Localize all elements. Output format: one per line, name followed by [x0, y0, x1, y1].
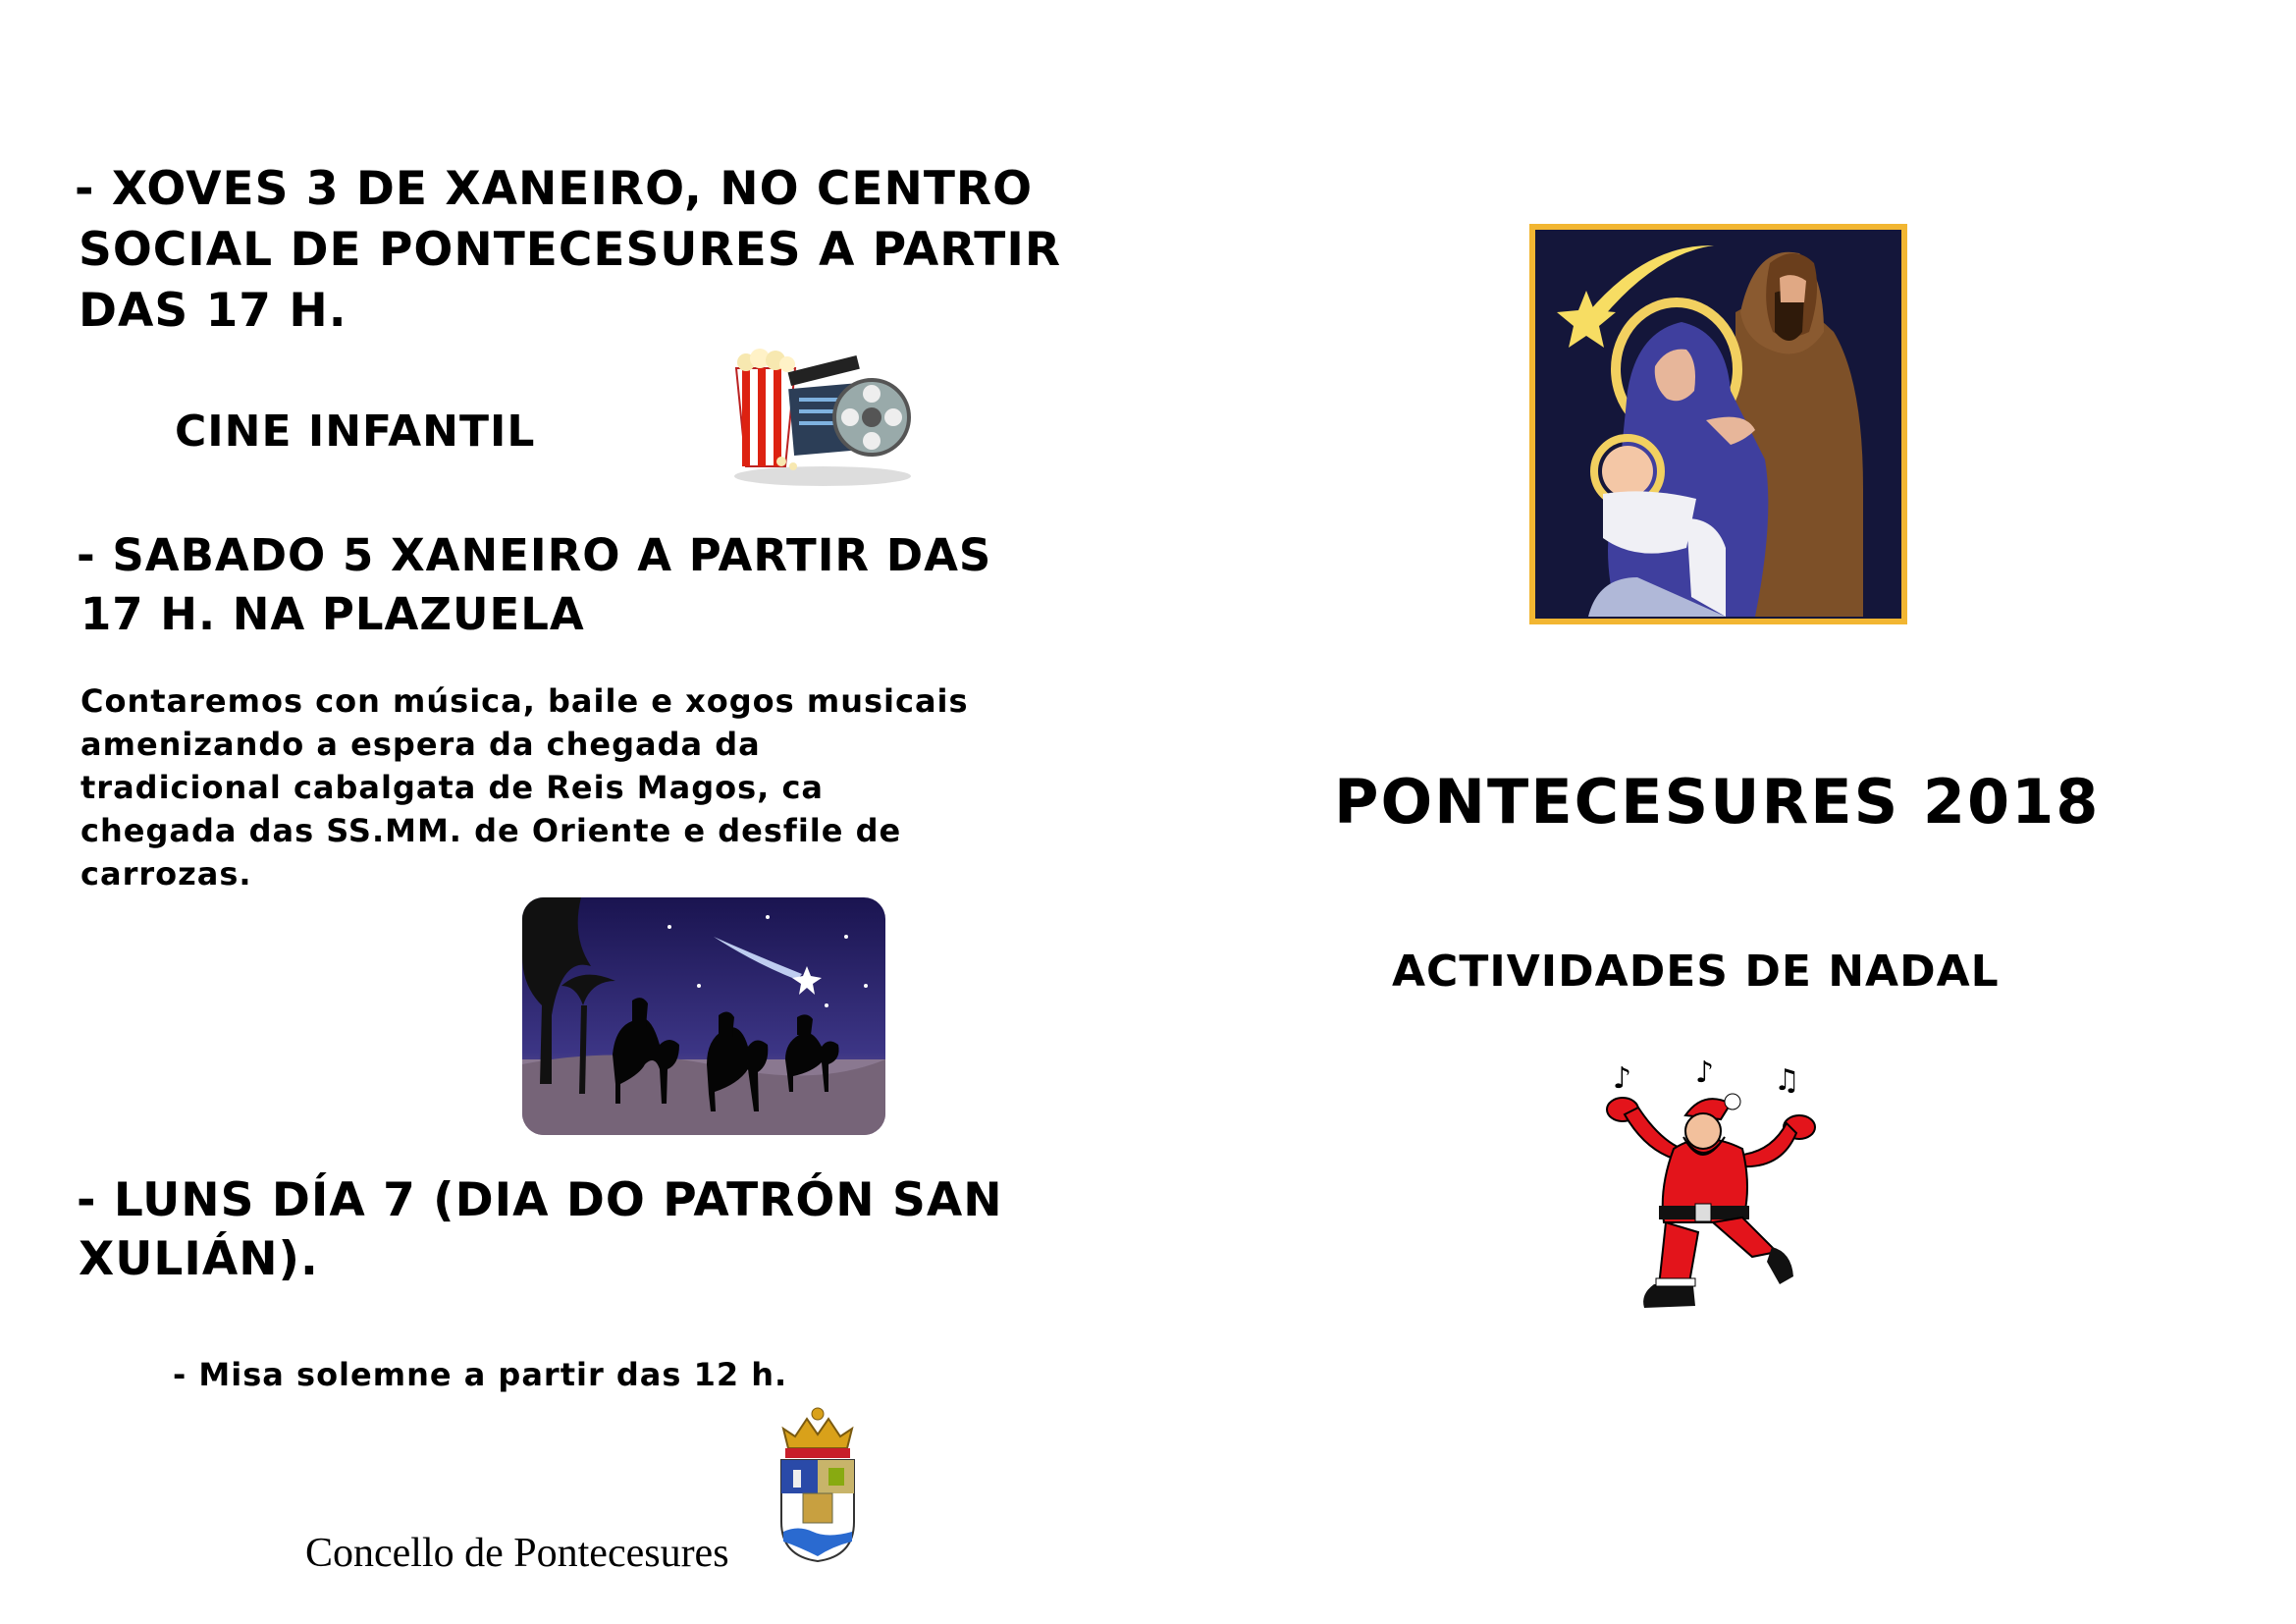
three-kings-image: [522, 897, 885, 1135]
event3-detail: - Misa solemne a partir das 12 h.: [173, 1356, 788, 1393]
page-title: PONTECESURES 2018: [1334, 766, 2101, 838]
svg-text:♪: ♪: [1695, 1060, 1715, 1090]
santa-clipart: [1605, 1060, 1831, 1355]
event2-desc-line4: chegada das SS.MM. de Oriente e desfile de: [80, 812, 902, 849]
event2-desc-line2: amenizando a espera da chegada da: [80, 726, 761, 763]
event1-line1: - XOVES 3 DE XANEIRO, NO CENTRO: [75, 162, 1034, 216]
event3-line1: - LUNS DÍA 7 (DIA DO PATRÓN SAN: [77, 1173, 1003, 1227]
event1-line3: DAS 17 H.: [79, 284, 347, 338]
event2-line1: - SABADO 5 XANEIRO A PARTIR DAS: [77, 529, 992, 581]
event2-desc-line3: tradicional cabalgata de Reis Magos, ca: [80, 769, 824, 806]
coat-of-arms-emblem: [774, 1399, 862, 1566]
cinema-clipart: [724, 339, 921, 491]
event2-line2: 17 H. NA PLAZUELA: [80, 588, 585, 640]
event3-line2: XULIÁN).: [79, 1232, 319, 1286]
nativity-image: [1529, 224, 1907, 624]
page-subtitle: ACTIVIDADES DE NADAL: [1392, 947, 2000, 997]
event1-line2: SOCIAL DE PONTECESURES A PARTIR: [79, 223, 1062, 277]
svg-text:♫: ♫: [1774, 1063, 1800, 1098]
svg-text:♪: ♪: [1613, 1061, 1632, 1096]
cine-infantil-label: CINE INFANTIL: [175, 406, 536, 457]
concello-footer: Concello de Pontecesures: [305, 1531, 729, 1576]
event2-desc-line5: carrozas.: [80, 855, 252, 893]
event2-desc-line1: Contaremos con música, baile e xogos musicais: [80, 682, 969, 720]
